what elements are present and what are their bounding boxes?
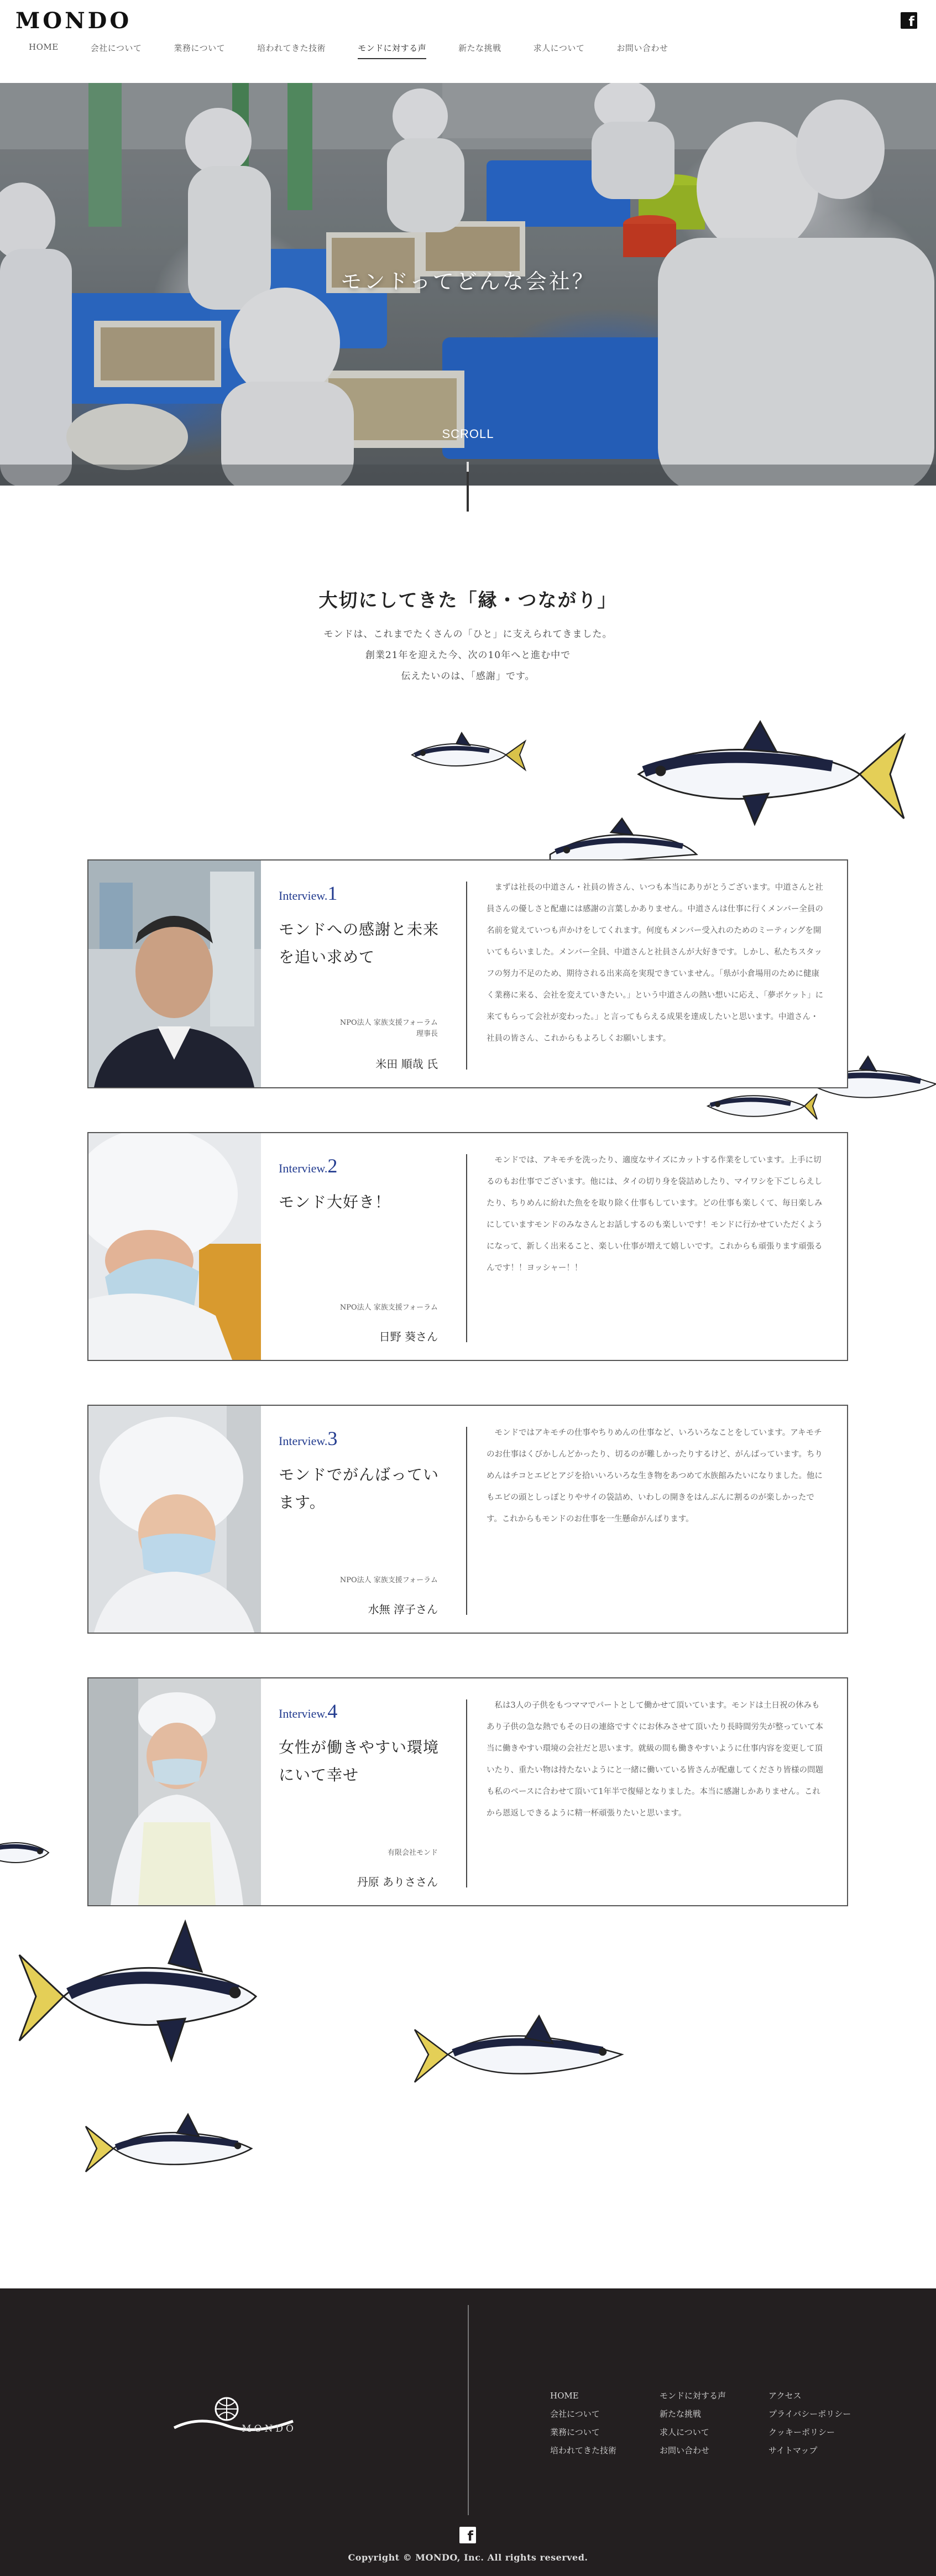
interviewee-organization: NPO法人 家族支援フォーラム	[339, 1576, 438, 1584]
interview-label-text: Interview.	[279, 1161, 328, 1175]
card-divider	[466, 1154, 467, 1342]
interview-number: 3	[327, 1427, 338, 1449]
interview-number: 2	[327, 1155, 338, 1177]
scroll-label[interactable]: SCROLL	[442, 427, 494, 441]
footer-divider	[468, 2305, 469, 2515]
site-footer	[0, 2288, 936, 2576]
card-divider	[466, 882, 467, 1070]
interview-label	[279, 1427, 337, 1450]
interview-label-text: Interview.	[279, 1707, 328, 1720]
interview-title: モンドでがんばっています。	[279, 1466, 440, 1511]
interview-label	[279, 1699, 337, 1723]
interviewee-name: 米田 順哉 氏	[375, 1057, 438, 1071]
interview-card-4	[87, 1677, 848, 1906]
nav-item-recruit[interactable]: 求人について	[533, 43, 585, 53]
nav-item-challenge[interactable]: 新たな挑戦	[458, 43, 501, 53]
site-header	[0, 0, 936, 83]
footer-link-recruit[interactable]: 求人について	[660, 2427, 709, 2437]
interviewee-name: 丹原 ありささん	[357, 1875, 438, 1889]
footer-link-home[interactable]: HOME	[550, 2391, 579, 2401]
tuna-illustration-mid	[702, 1084, 818, 1128]
interview-body: モンドでは、アキモチを洗ったり、適度なサイズにカットする作業をしています。上手に切るのもお仕事でございます。他には、タイの切り身を袋詰めしたり、マイワシを下ごしらえしたり、ちりめんに紛れた魚をを取り除く仕事もしています。どの仕事も楽しくて、毎日楽しみにしていますモンドのみなさんとお話しするのも楽しいです！モンドに行かせていただくようになって、新しく出来ること、楽しい仕事が増えて嬉しいです。これからも頑張ります頑張るんです！！ヨッシャー！！	[487, 1156, 823, 1273]
interview-card-1	[87, 859, 848, 1088]
interview-photo-3	[88, 1406, 261, 1633]
tuna-illustration-bottom-large	[14, 1916, 257, 2077]
nav-item-business[interactable]: 業務について	[174, 43, 226, 53]
nav-item-home[interactable]: HOME	[29, 42, 59, 52]
interview-number: 1	[327, 882, 338, 904]
interview-title: 女性が働きやすい環境にいて幸せ	[279, 1738, 440, 1784]
interview-photo-2	[88, 1133, 261, 1360]
interview-label	[279, 882, 337, 905]
footer-link-company[interactable]: 会社について	[550, 2409, 600, 2419]
site-logo[interactable]: MONDO	[15, 8, 132, 34]
interview-title: モンドへの感謝と未来を追い求めて	[279, 920, 440, 966]
footer-link-technology[interactable]: 培われてきた技術	[550, 2445, 617, 2455]
tuna-illustration-bottom-mid	[409, 2013, 625, 2096]
intro-heading: 大切にしてきた「縁・つながり」	[318, 590, 618, 612]
footer-link-cookie[interactable]: クッキーポリシー	[768, 2427, 835, 2437]
interview-label-text: Interview.	[279, 1434, 328, 1448]
tuna-illustration-small	[406, 730, 528, 780]
footer-links-col-3	[768, 2387, 851, 2460]
interview-body: 私は3人の子供をもつママでパートとして働かせて頂いています。モンドは土日祝の休みもあり子供の急な熱でもその日の連絡ですぐにお休みさせて頂いたり長時間労失が整っていて本当に働きやすい環境の会社だと思います。就級の間も働きやすいように仕事内容を変更して頂いたり、重たい物は持たないようにと一緒に働いている皆さんが配慮してくださり皆様の問題も私のペースに合わせて頂いて1年半で復帰となりました。本当に感謝しかありません。これから恩返しできるように精一杯頑張りたいと思います。	[487, 1701, 823, 1818]
interview-body: まずは社長の中道さん・社員の皆さん、いつも本当にありがとうございます。中道さんと社員さんの優しさと配慮には感謝の言葉しかありません。中道さんは仕事に行くメンバー全員の名前を覚えていつも声かけをしてくれます。何度もメンバー受入れのためのミーティングを開いてもらいました。メンバー全員、中道さんと社員さんが大好きです。しかし、私たちスタッフの努力不足のため、期待される出来高を実現できていません。「県が小倉場用のために健康く業務に来る、会社を変えていきたい。」という中道さんの熱い想いに応え、「夢ポケット」に来てもらって会社が変わった。」と言ってもらえる成果を達成したいと思います。中道さん・社員の皆さん、これからもよろしくお願いします。	[487, 883, 824, 1043]
nav-item-company[interactable]: 会社について	[90, 43, 142, 53]
interviewee-organization: 有限会社モンド	[387, 1849, 438, 1857]
footer-link-challenge[interactable]: 新たな挑戦	[660, 2409, 702, 2419]
interview-body: モンドではアキモチの仕事やちりめんの仕事など、いろいろなことをしています。アキモチのお仕事はくびかしんどかったり、切るのが難しかったりするけど、がんばっています。ちりめんはチコとエビとアジを拾いいろいろな生き物をあつめて水族館みたいになりました。他にもエビの頭としっぽとりやサイの袋詰め、いわしの開きをはんぶんに割るのが楽しかったです。これからもモンドのお仕事を一生懸命がんばります。	[487, 1428, 823, 1524]
hero-banner	[0, 83, 936, 486]
interviewee-name: 日野 葵さん	[379, 1330, 438, 1343]
footer-links-col-2	[660, 2387, 726, 2460]
footer-link-business[interactable]: 業務について	[550, 2427, 600, 2437]
nav-item-technology[interactable]: 培われてきた技術	[257, 43, 326, 53]
footer-link-voices[interactable]: モンドに対する声	[660, 2391, 726, 2401]
footer-link-privacy[interactable]: プライバシーポリシー	[768, 2409, 851, 2419]
tuna-illustration-bottom-small	[83, 2110, 254, 2187]
interview-photo-4	[88, 1678, 261, 1905]
intro-line-3: 伝えたいのは、「感謝」です。	[401, 671, 535, 682]
main-nav	[29, 42, 700, 59]
footer-link-access[interactable]: アクセス	[768, 2391, 802, 2401]
hero-title: モンドってどんな会社？	[341, 269, 595, 294]
interview-label	[279, 1154, 337, 1177]
footer-link-sitemap[interactable]: サイトマップ	[768, 2445, 818, 2455]
nav-item-voices[interactable]: モンドに対する声	[358, 42, 426, 59]
footer-logo-text[interactable]: MONDO	[242, 2423, 296, 2434]
interviewee-name: 水無 淳子さん	[368, 1603, 438, 1616]
interview-label-text: Interview.	[279, 889, 328, 903]
interviewee-organization: NPO法人 家族支援フォーラム 理事長	[339, 1019, 438, 1038]
facebook-icon[interactable]: f	[901, 12, 917, 29]
interview-photo-1	[88, 861, 261, 1087]
copyright-text: Copyright © MONDO, Inc. All rights reserved.	[348, 2552, 588, 2563]
interviewee-organization: NPO法人 家族支援フォーラム	[339, 1303, 438, 1312]
footer-link-contact[interactable]: お問い合わせ	[660, 2445, 710, 2455]
tuna-illustration-edge	[0, 1825, 50, 1880]
interview-card-2	[87, 1132, 848, 1361]
interview-title: モンド大好き！	[279, 1193, 391, 1211]
nav-item-contact[interactable]: お問い合わせ	[616, 43, 668, 53]
interview-card-3	[87, 1405, 848, 1634]
card-divider	[466, 1699, 467, 1887]
interview-number: 4	[327, 1700, 338, 1722]
tuna-illustration-partial	[545, 816, 705, 865]
facebook-icon[interactable]: f	[459, 2527, 476, 2543]
footer-links-col-1	[550, 2387, 616, 2460]
scroll-indicator[interactable]	[467, 462, 469, 512]
intro-line-1: モンドは、これまでたくさんの「ひと」に支えられてきました。	[323, 629, 613, 640]
intro-line-2: 創業21年を迎えた今、次の10年へと進む中で	[365, 650, 571, 661]
card-divider	[466, 1427, 467, 1615]
